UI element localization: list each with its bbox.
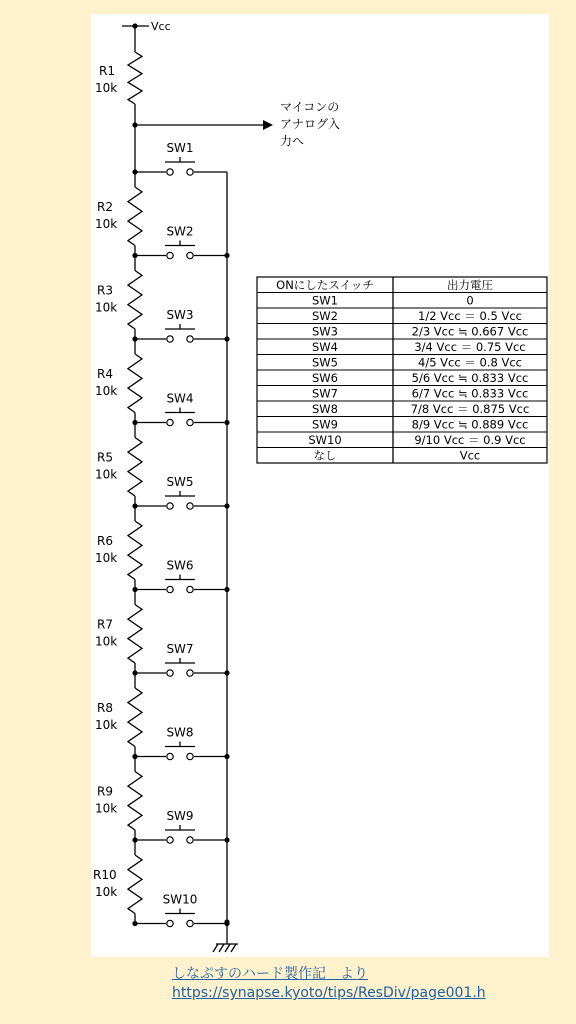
resistor-r3 <box>128 271 142 330</box>
resistor-r7 <box>128 605 142 664</box>
table-cell-voltage-11: Vcc <box>459 448 481 463</box>
switch-label-sw5: SW5 <box>166 475 194 489</box>
table-cell-voltage-1: 0 <box>466 293 474 308</box>
resistor-value-r5: 10k <box>95 467 118 482</box>
resistor-label-r8: R8 <box>97 701 113 715</box>
switch-contact-right-6 <box>187 586 193 592</box>
resistor-value-r8: 10k <box>95 718 118 732</box>
source-link[interactable]: しなぷすのハード製作記 より <box>172 966 368 982</box>
table-cell-switch-8: SW8 <box>312 402 338 416</box>
ground-hatch-1 <box>213 944 218 952</box>
switch-label-sw4: SW4 <box>166 391 194 406</box>
resistor-value-r10: 10k <box>95 885 118 899</box>
resistor-label-r10: R10 <box>93 868 117 882</box>
switch-contact-left-5 <box>167 503 173 509</box>
resistor-r8 <box>128 688 142 747</box>
output-arrow <box>263 120 273 130</box>
switch-contact-right-1 <box>187 169 193 175</box>
table-cell-switch-6: SW6 <box>312 371 338 385</box>
vcc-label: Vcc <box>151 20 171 33</box>
switch-label-sw2: SW2 <box>166 224 194 239</box>
resistor-value-r3: 10k <box>95 300 118 315</box>
switch-label-sw7: SW7 <box>166 642 194 656</box>
resistor-r5 <box>128 438 142 497</box>
switch-contact-right-3 <box>187 336 193 342</box>
resistor-r2 <box>128 187 142 246</box>
switch-contact-left-9 <box>167 837 173 843</box>
resistor-label-r4: R4 <box>97 367 113 381</box>
resistor-value-r4: 10k <box>95 384 118 398</box>
table-cell-voltage-3: 2/3 Vcc ≒ 0.667 Vcc <box>411 324 529 339</box>
output-label-line-2: アナログ入 <box>280 117 341 131</box>
resistor-value-r7: 10k <box>95 634 118 649</box>
switch-contact-left-4 <box>167 419 173 425</box>
table-cell-switch-1: SW1 <box>312 293 338 308</box>
url-link[interactable]: https://synapse.kyoto/tips/ResDiv/page001.h <box>172 985 486 1001</box>
resistor-label-r9: R9 <box>97 784 113 799</box>
resistor-value-r9: 10k <box>95 801 118 816</box>
table-cell-switch-11: なし <box>313 448 337 463</box>
resistor-r10 <box>128 855 142 914</box>
resistor-label-r7: R7 <box>97 617 113 632</box>
switch-label-sw8: SW8 <box>166 725 194 740</box>
ground-hatch-4 <box>231 944 236 952</box>
table-header-2: 出力電圧 <box>447 278 493 292</box>
footer <box>172 965 486 1003</box>
switch-contact-left-1 <box>167 169 173 175</box>
switch-contact-right-9 <box>187 837 193 843</box>
switch-contact-right-7 <box>187 670 193 676</box>
table-cell-voltage-8: 7/8 Vcc ＝ 0.875 Vcc <box>410 402 530 416</box>
table-cell-voltage-6: 5/6 Vcc ≒ 0.833 Vcc <box>411 371 529 385</box>
circuit-diagram <box>91 14 549 957</box>
switch-contact-left-3 <box>167 336 173 342</box>
table-cell-switch-7: SW7 <box>312 386 338 401</box>
resistor-r1 <box>128 52 142 104</box>
switch-contact-left-2 <box>167 252 173 258</box>
switch-contact-left-7 <box>167 670 173 676</box>
table-cell-voltage-10: 9/10 Vcc ＝ 0.9 Vcc <box>414 433 526 447</box>
output-label-line-1: マイコンの <box>280 100 340 114</box>
resistor-r6 <box>128 521 142 580</box>
resistor-value-r1: 10k <box>95 81 118 95</box>
table-cell-switch-5: SW5 <box>312 355 338 370</box>
table-cell-voltage-4: 3/4 Vcc ＝ 0.75 Vcc <box>414 340 526 354</box>
table-cell-switch-9: SW9 <box>312 417 338 432</box>
output-label-line-3: 力へ <box>280 134 305 148</box>
resistor-label-r5: R5 <box>97 450 113 465</box>
switch-contact-left-6 <box>167 586 173 592</box>
ground-hatch-3 <box>225 944 230 952</box>
table-cell-voltage-5: 4/5 Vcc ＝ 0.8 Vcc <box>418 355 522 370</box>
resistor-label-r6: R6 <box>97 534 113 548</box>
table-cell-switch-3: SW3 <box>312 324 338 339</box>
table-header-1: ONにしたスイッチ <box>276 278 374 292</box>
resistor-label-r1: R1 <box>99 64 115 78</box>
switch-label-sw1: SW1 <box>166 141 194 155</box>
resistor-value-r2: 10k <box>95 217 118 231</box>
ground-hatch-2 <box>219 944 224 952</box>
switch-contact-left-10 <box>167 920 173 926</box>
table-cell-voltage-2: 1/2 Vcc ＝ 0.5 Vcc <box>418 309 522 323</box>
switch-contact-right-8 <box>187 753 193 759</box>
table-cell-switch-10: SW10 <box>308 433 342 447</box>
resistor-label-r2: R2 <box>97 200 113 214</box>
switch-contact-right-5 <box>187 503 193 509</box>
switch-label-sw3: SW3 <box>166 308 194 322</box>
switch-contact-right-4 <box>187 419 193 425</box>
table-cell-switch-2: SW2 <box>312 309 338 323</box>
table-cell-voltage-7: 6/7 Vcc ≒ 0.833 Vcc <box>411 386 529 401</box>
switch-label-sw10: SW10 <box>162 892 198 907</box>
switch-contact-right-2 <box>187 252 193 258</box>
table-cell-voltage-9: 8/9 Vcc ≒ 0.889 Vcc <box>411 417 529 432</box>
switch-label-sw6: SW6 <box>166 558 194 573</box>
switch-label-sw9: SW9 <box>166 809 194 823</box>
voltage-divider-schematic <box>91 14 549 957</box>
resistor-r9 <box>128 772 142 831</box>
switch-contact-left-8 <box>167 753 173 759</box>
resistor-r4 <box>128 354 142 413</box>
switch-contact-right-10 <box>187 920 193 926</box>
resistor-label-r3: R3 <box>97 283 113 298</box>
table-cell-switch-4: SW4 <box>312 340 338 354</box>
resistor-value-r6: 10k <box>95 551 118 565</box>
